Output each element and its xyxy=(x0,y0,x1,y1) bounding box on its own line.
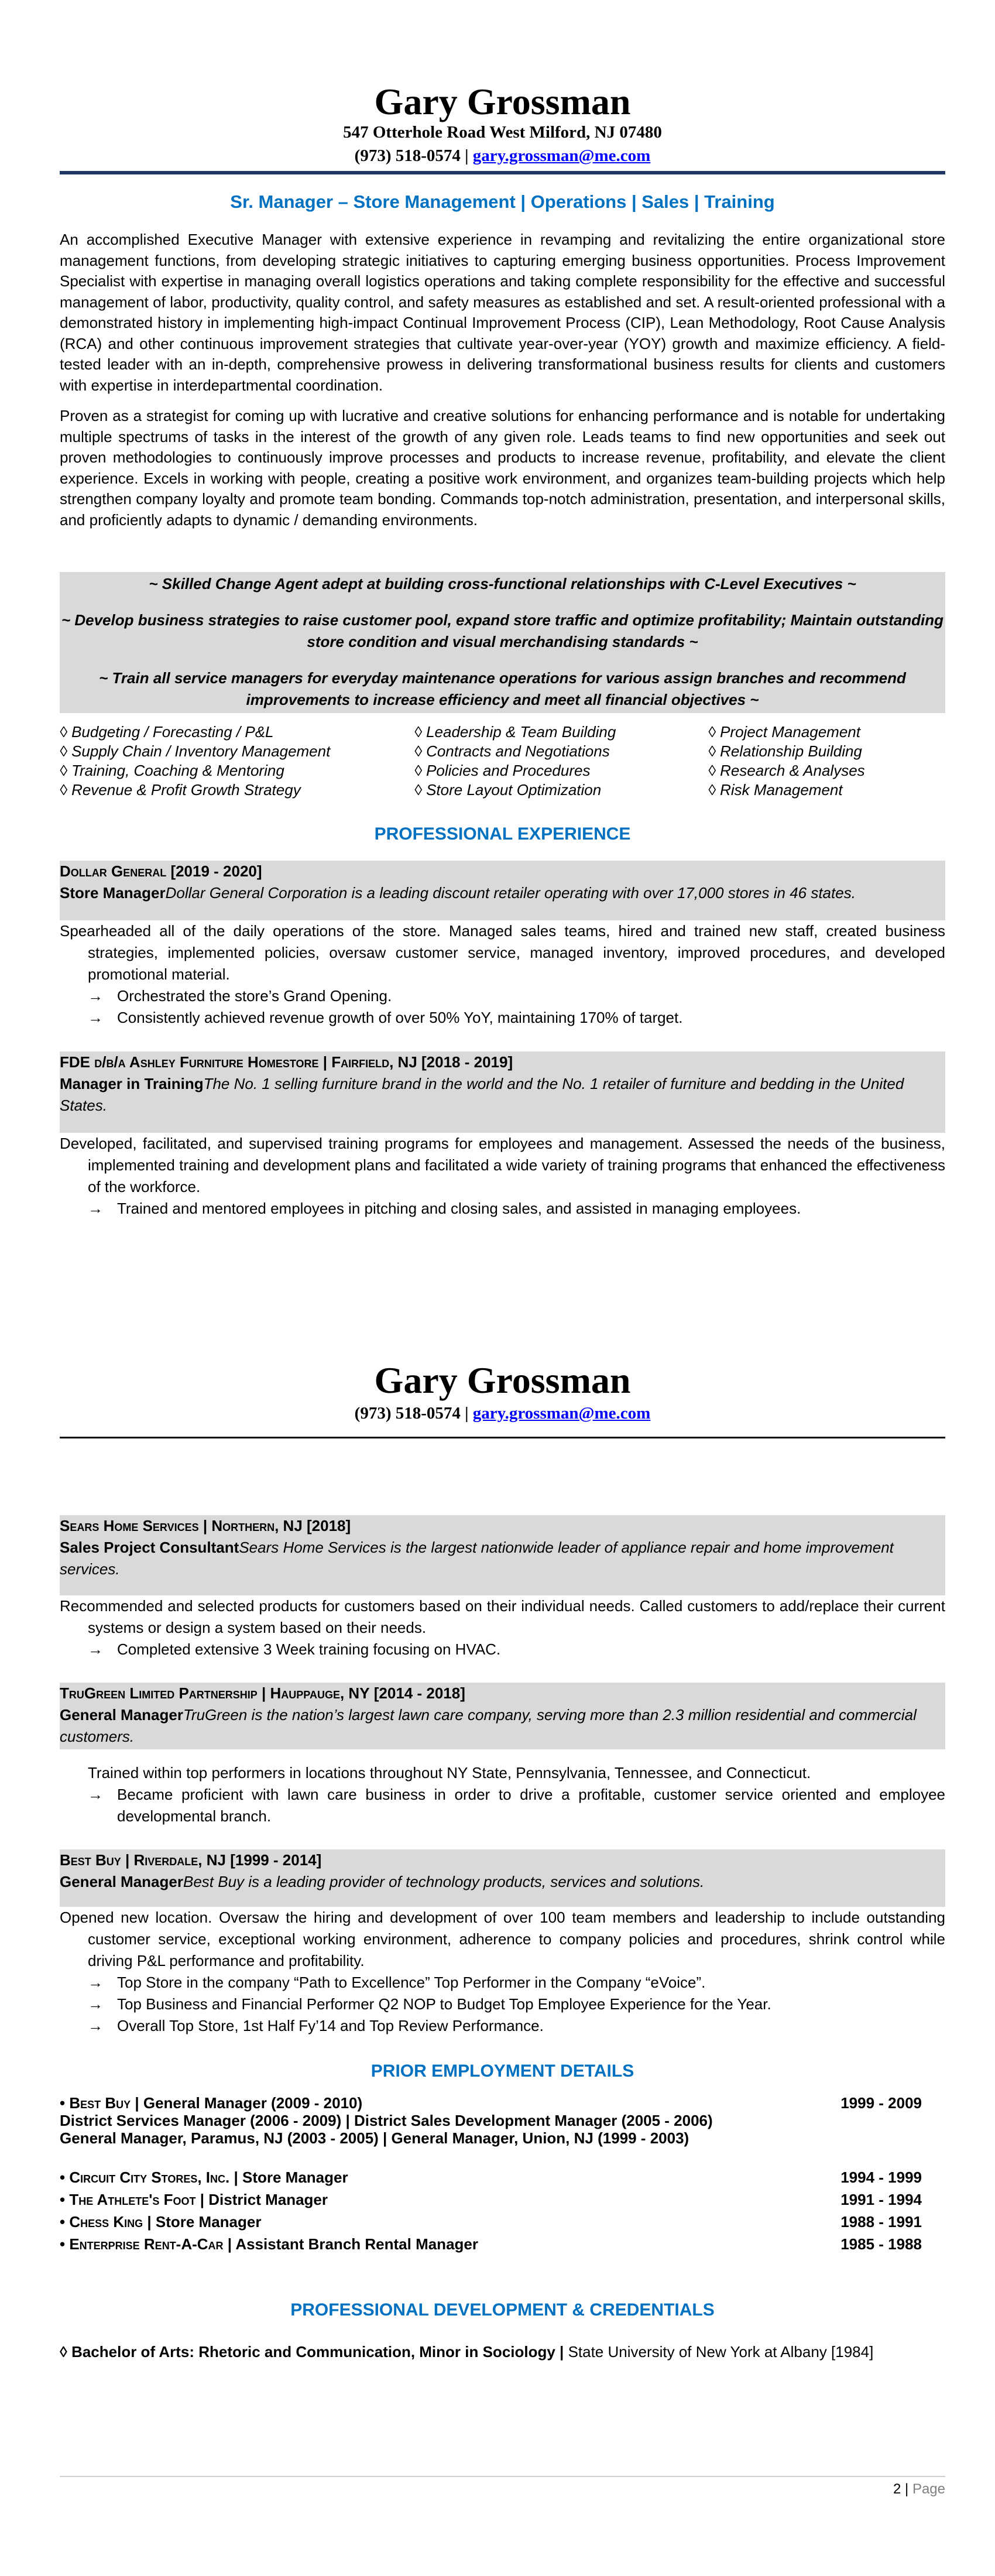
bullet-text: Trained and mentored employees in pitching and closing sales, and assisted in managing employees. xyxy=(117,1200,801,1217)
skills-column xyxy=(414,722,616,800)
separator: | xyxy=(460,1404,473,1423)
phone: (973) 518-0574 xyxy=(354,146,461,165)
skill-item: ◊ Policies and Procedures xyxy=(414,762,591,779)
job-title: Store Manager xyxy=(60,884,166,902)
page-footer xyxy=(60,2481,945,2498)
company-description: The No. 1 selling furniture brand in the world and the No. 1 retailer of furniture and bedding in the United States. xyxy=(60,1075,904,1114)
prior-role-detail: District Services Manager (2006 - 2009) | District Sales Development Manager (2005 - 2006) xyxy=(60,2112,713,2129)
skill-item: ◊ Store Layout Optimization xyxy=(414,781,602,799)
prior-company: • Chess King xyxy=(60,2213,143,2231)
job-body xyxy=(60,1133,945,1220)
job-company-line xyxy=(60,1849,945,1871)
summary-paragraph: Proven as a strategist for coming up with lucrative and creative solutions for enhancing performance and is notable for undertaking multiple spectrums of tasks in the interest of the growth of any given role. Leads teams to find new opportunities and seek out proven methodologies to continuously improve processes and products to increase revenue, profitability, and elevate the client experience. Excels in working with people, creating a positive work environment, and organizes team-building projects which help strengthen company loyalty and promote team bonding. Commands top-notch administration, presentation, and interpersonal skills, and proficiently adapts to dynamic / demanding environments. xyxy=(60,407,945,529)
job-bullet xyxy=(60,2015,945,2037)
bullet-text: Orchestrated the store’s Grand Opening. xyxy=(117,987,392,1005)
job-title: Manager in Training xyxy=(60,1075,204,1092)
page-label: Page xyxy=(912,2481,945,2497)
bullet-text: Top Store in the company “Path to Excellence” Top Performer in the Company “eVoice”. xyxy=(117,1974,706,1991)
prior-dates: 1991 - 1994 xyxy=(840,2191,922,2208)
contact-line xyxy=(60,144,945,167)
skill-item: ◊ Revenue & Profit Growth Strategy xyxy=(60,781,301,799)
contact-line xyxy=(60,1402,945,1425)
job-header-box xyxy=(60,861,945,920)
prior-job-row xyxy=(60,2236,945,2253)
prior-job-row xyxy=(60,2095,945,2112)
email-link[interactable]: gary.grossman@me.com xyxy=(472,1404,651,1423)
job-title: General Manager xyxy=(60,1873,183,1890)
job-body xyxy=(60,1595,945,1660)
skill-item: ◊ Risk Management xyxy=(708,781,843,799)
headline: Sr. Manager – Store Management | Operations | Sales | Training xyxy=(230,191,775,212)
page-number: 2 xyxy=(893,2481,901,2497)
job-summary: Spearheaded all of the daily operations of the store. Managed sales teams, hired and trained new staff, created business strategies, implemented policies, oversaw customer service, managed inventory, improved procedures, and developed promotional material. xyxy=(60,922,945,983)
job-body xyxy=(60,1762,945,1827)
job-entry xyxy=(60,1515,945,1660)
skills-column xyxy=(708,722,865,800)
prior-job-row xyxy=(60,2169,945,2186)
job-title: General Manager xyxy=(60,1706,183,1724)
job-body xyxy=(60,1907,945,2037)
prior-job-row xyxy=(60,2191,945,2208)
arrow-icon: → xyxy=(88,1200,103,1217)
prior-role: | General Manager (2009 - 2010) xyxy=(131,2094,363,2112)
candidate-name: Gary Grossman xyxy=(374,81,631,122)
address: 547 Otterhole Road West Milford, NJ 07480 xyxy=(343,123,662,142)
bullet-text: Consistently achieved revenue growth of over 50% YoY, maintaining 170% of target. xyxy=(117,1009,683,1026)
job-company-line xyxy=(60,1051,945,1073)
prior-dates: 1988 - 1991 xyxy=(840,2213,922,2231)
job-summary: Developed, facilitated, and supervised training programs for employees and management. Assessed the needs of the business, implemented training and development plans and facilitated a wide variety of training programs that enhanced the effectiveness of the workforce. xyxy=(60,1135,945,1195)
summary-paragraph: An accomplished Executive Manager with extensive experience in revamping and revitalizing the entire organizational store management functions, from developing strategic initiatives to capturing emerging business opportunities. Process Improvement Specialist with expertise in managing overall logistics operations and taking complete responsibility for the effective and successful management of labor, productivity, quality control, and safety measures as established and set. A result-oriented professional with a demonstrated history in implementing high-impact Continual Improvement Process (CIP), Lean Methodology, Root Cause Analysis (RCA) and other continuous improvement strategies that cultivate year-over-year (YOY) growth and maximize efficiency. A field-tested leader with an in-depth, comprehensive prowess in delivering transformational business results for clients and customers with expertise in interdepartmental coordination. xyxy=(60,231,945,394)
company-name: TruGreen Limited Partnership | Hauppauge, NY xyxy=(60,1684,370,1702)
arrow-icon: → xyxy=(88,1786,103,1803)
skills-column xyxy=(60,722,330,800)
highlight: ~ Skilled Change Agent adept at building cross-functional relationships with C-Level Executives ~ xyxy=(149,575,856,592)
prior-role: | Store Manager xyxy=(229,2169,348,2186)
job-title-line xyxy=(60,1704,945,1748)
job-bullet xyxy=(60,985,945,1007)
skills-grid xyxy=(60,722,945,801)
header-divider xyxy=(60,1437,945,1438)
separator: | xyxy=(460,146,473,165)
arrow-icon: → xyxy=(88,1995,103,2013)
company-name: Dollar General xyxy=(60,862,167,880)
job-header-box xyxy=(60,1051,945,1133)
arrow-icon: → xyxy=(88,987,103,1005)
job-bullet xyxy=(60,1784,945,1827)
job-header-box xyxy=(60,1515,945,1595)
job-bullet xyxy=(60,1007,945,1029)
prior-company: • Enterprise Rent-A-Car xyxy=(60,2235,224,2253)
prior-dates: 1994 - 1999 xyxy=(840,2169,922,2186)
job-summary: Trained within top performers in locations throughout NY State, Pennsylvania, Tennessee, and Connecticut. xyxy=(88,1764,811,1782)
arrow-icon: → xyxy=(88,2017,103,2034)
prior-employment-list xyxy=(60,2095,945,2253)
job-bullet xyxy=(60,1639,945,1660)
candidate-name: Gary Grossman xyxy=(374,1359,631,1401)
job-title-line xyxy=(60,882,945,904)
job-body xyxy=(60,920,945,1029)
footer-divider xyxy=(60,2476,945,2477)
highlight: ~ Train all service managers for everyday maintenance operations for various assign branches and recommend improvements to increase efficiency and meet all financial objectives ~ xyxy=(99,669,906,708)
bullet-text: Overall Top Store, 1st Half Fy’14 and Top Review Performance. xyxy=(117,2017,544,2034)
prior-role: | Assistant Branch Rental Manager xyxy=(223,2235,478,2253)
highlight: ~ Develop business strategies to raise customer pool, expand store traffic and optimize profitability; Maintain outstanding store condition and visual merchandising standards ~ xyxy=(61,611,944,650)
skill-item: ◊ Training, Coaching & Mentoring xyxy=(60,762,284,779)
prior-dates: 1985 - 1988 xyxy=(840,2235,922,2253)
job-years: [1999 - 2014] xyxy=(225,1851,322,1869)
job-years: [2019 - 2020] xyxy=(166,862,262,880)
job-years: [2014 - 2018] xyxy=(369,1684,465,1702)
company-description: Sears Home Services is the largest nationwide leader of appliance repair and home improvement services. xyxy=(60,1539,894,1578)
company-name: Sears Home Services | Northern, NJ xyxy=(60,1517,303,1534)
job-summary: Recommended and selected products for customers based on their individual needs. Called customers to add/replace their current systems or design a system based on their needs. xyxy=(60,1597,945,1636)
job-bullet xyxy=(60,1198,945,1220)
highlights-box xyxy=(60,572,945,713)
prior-dates: 1999 - 2009 xyxy=(840,2094,922,2112)
job-summary: Opened new location. Oversaw the hiring and development of over 100 team members and leadership to include outstanding customer service, exceptional working environment, adherence to company policies and procedures, shrink control while driving P&L performance and profitability. xyxy=(60,1909,945,1969)
prior-company: • Circuit City Stores, Inc. xyxy=(60,2169,230,2186)
bullet-text: Top Business and Financial Performer Q2 NOP to Budget Top Employee Experience for the Year. xyxy=(117,1995,771,2013)
skill-item: ◊ Relationship Building xyxy=(708,742,862,760)
separator: | xyxy=(901,2481,912,2497)
job-company-line xyxy=(60,861,945,882)
arrow-icon: → xyxy=(88,1640,103,1658)
job-company-line xyxy=(60,1515,945,1537)
job-title-line xyxy=(60,1537,945,1580)
degree: ◊ Bachelor of Arts: Rhetoric and Communication, Minor in Sociology xyxy=(60,2343,555,2361)
job-bullet xyxy=(60,1993,945,2015)
job-entry xyxy=(60,1051,945,1220)
prior-company: • Best Buy xyxy=(60,2094,131,2112)
arrow-icon: → xyxy=(88,1009,103,1026)
job-entry xyxy=(60,1849,945,2037)
job-bullet xyxy=(60,1972,945,1993)
company-name: FDE d/b/a Ashley Furniture Homestore | Fairfield, NJ xyxy=(60,1053,417,1071)
job-header-box xyxy=(60,1683,945,1749)
prior-role-detail: General Manager, Paramus, NJ (2003 - 2005) | General Manager, Union, NJ (1999 - 2003) xyxy=(60,2129,689,2147)
job-title: Sales Project Consultant xyxy=(60,1539,239,1556)
prior-company: • The Athlete's Foot xyxy=(60,2191,196,2208)
prior-role: | Store Manager xyxy=(143,2213,262,2231)
section-title-experience: PROFESSIONAL EXPERIENCE xyxy=(374,824,631,844)
company-name: Best Buy | Riverdale, NJ xyxy=(60,1851,226,1869)
company-description: TruGreen is the nation’s largest lawn care company, serving more than 2.3 million residential and commercial customers. xyxy=(60,1706,917,1745)
job-years: [2018] xyxy=(302,1517,351,1534)
education-item xyxy=(60,2342,945,2362)
section-title-development: PROFESSIONAL DEVELOPMENT & CREDENTIALS xyxy=(290,2300,715,2320)
skill-item: ◊ Contracts and Negotiations xyxy=(414,742,610,760)
section-title-prior-employment: PRIOR EMPLOYMENT DETAILS xyxy=(370,2061,634,2081)
school: State University of New York at Albany [1984] xyxy=(568,2343,874,2361)
bullet-text: Completed extensive 3 Week training focusing on HVAC. xyxy=(117,1640,501,1658)
skill-item: ◊ Leadership & Team Building xyxy=(414,723,616,741)
prior-role: | District Manager xyxy=(195,2191,328,2208)
job-company-line xyxy=(60,1683,945,1704)
skill-item: ◊ Research & Analyses xyxy=(708,762,865,779)
skill-item: ◊ Budgeting / Forecasting / P&L xyxy=(60,723,274,741)
bullet-text: Became proficient with lawn care business in order to drive a profitable, customer service oriented and employee developmental branch. xyxy=(117,1786,945,1825)
job-years: [2018 - 2019] xyxy=(417,1053,513,1071)
skill-item: ◊ Supply Chain / Inventory Management xyxy=(60,742,331,760)
company-description: Best Buy is a leading provider of technology products, services and solutions. xyxy=(183,1873,705,1890)
email-link[interactable]: gary.grossman@me.com xyxy=(472,146,651,165)
job-title-line xyxy=(60,1871,945,1893)
header-divider xyxy=(60,171,945,174)
separator: | xyxy=(555,2343,568,2361)
job-entry xyxy=(60,861,945,1029)
prior-job-row xyxy=(60,2214,945,2231)
skill-item: ◊ Project Management xyxy=(708,723,860,741)
company-description: Dollar General Corporation is a leading discount retailer operating with over 17,000 stores in 46 states. xyxy=(165,884,856,902)
arrow-icon: → xyxy=(88,1974,103,1991)
job-entry xyxy=(60,1683,945,1827)
phone: (973) 518-0574 xyxy=(354,1404,461,1423)
job-title-line xyxy=(60,1073,945,1116)
job-header-box xyxy=(60,1849,945,1907)
